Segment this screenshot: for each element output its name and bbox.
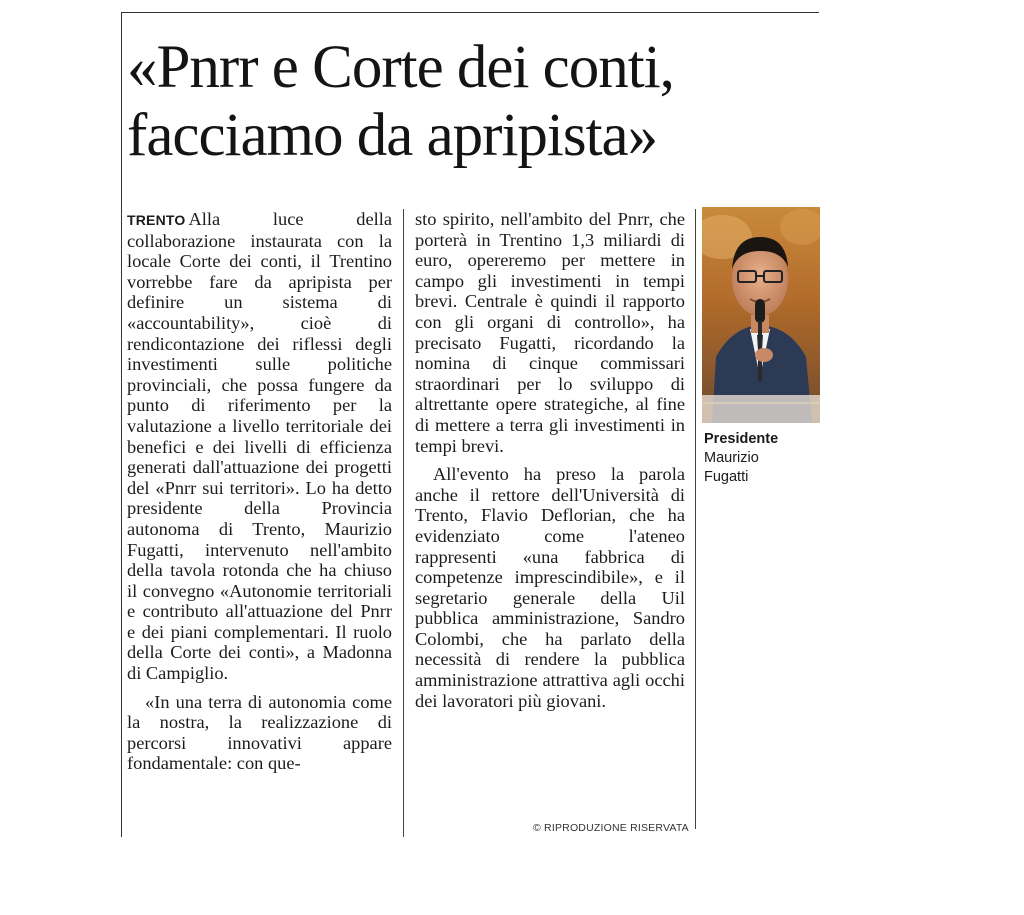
paragraph-text: Alla luce della collaborazione instaurata con la locale Corte dei conti, il Trentino vorrebbe fare da apripista per definire un sistema di «accountability», cioè di rendicontazione dei riflessi degli investimenti sulle politiche provinciali, che possa fungere da punto di riferimento per la valutazione a livello territoriale dei benefici e dei livelli di efficienza generati dall'attuazione dei progetti del «Pnrr sui territori». Lo ha detto presidente della Provincia autonoma di Trento, Maurizio Fugatti, intervenuto nell'ambito della tavola rotonda che ha chiuso il convegno «Autonomie territoriali e contributo all'attuazione del Pnrr e dei piani complementari. Il ruolo della Corte dei conti», a Madonna di Campiglio. [127, 209, 392, 684]
paragraph-2 [127, 692, 392, 774]
caption-title: Presidente [704, 431, 779, 447]
paragraph-3 [415, 209, 685, 456]
caption-name-line-1: Maurizio [704, 450, 759, 466]
paragraph-1 [127, 209, 392, 684]
dateline-city: TRENTO [127, 212, 186, 228]
article-column-1 [127, 209, 392, 774]
paragraph-4 [415, 464, 685, 711]
left-rule [121, 12, 122, 837]
column-divider [403, 209, 404, 837]
column-divider-right [695, 209, 696, 829]
copyright-notice: © RIPRODUZIONE RISERVATA [533, 822, 689, 834]
headline-line-1: «Pnrr e Corte dei conti, [127, 34, 674, 101]
portrait-photo-graphic [702, 207, 820, 423]
headline-line-2: facciamo da apripista» [127, 102, 658, 169]
paragraph-text: sto spirito, nell'ambito del Pnrr, che porterà in Trentino 1,3 miliardi di euro, opereremo per mettere in campo gli investimenti in tempi brevi. Centrale è quindi il rapporto con gli organi di controllo», ha precisato Fugatti, ricordando la nomina di cinque commissari straordinari per lo sviluppo di altrettante opere strategiche, al fine di mettere a terra gli investimenti in tempi brevi. [415, 209, 685, 456]
paragraph-text: All'evento ha preso la parola anche il rettore dell'Università di Trento, Flavio Deflorian, che ha evidenziato come l'ateneo rappresenti «una fabbrica di competenze imprescindibile», e il segretario generale della Uil pubblica amministrazione, Sandro Colombi, che ha parlato della necessità di rendere la pubblica amministrazione attrattiva agli occhi dei lavoratori più giovani. [415, 464, 685, 711]
photo-caption [704, 430, 814, 487]
portrait-photo [702, 207, 820, 423]
caption-name-line-2: Fugatti [704, 469, 749, 485]
article-column-2 [415, 209, 685, 711]
headline [127, 34, 817, 170]
top-rule [122, 12, 819, 13]
paragraph-text: «In una terra di autonomia come la nostra, la realizzazione di percorsi innovativi appare fondamentale: con que- [127, 691, 392, 774]
